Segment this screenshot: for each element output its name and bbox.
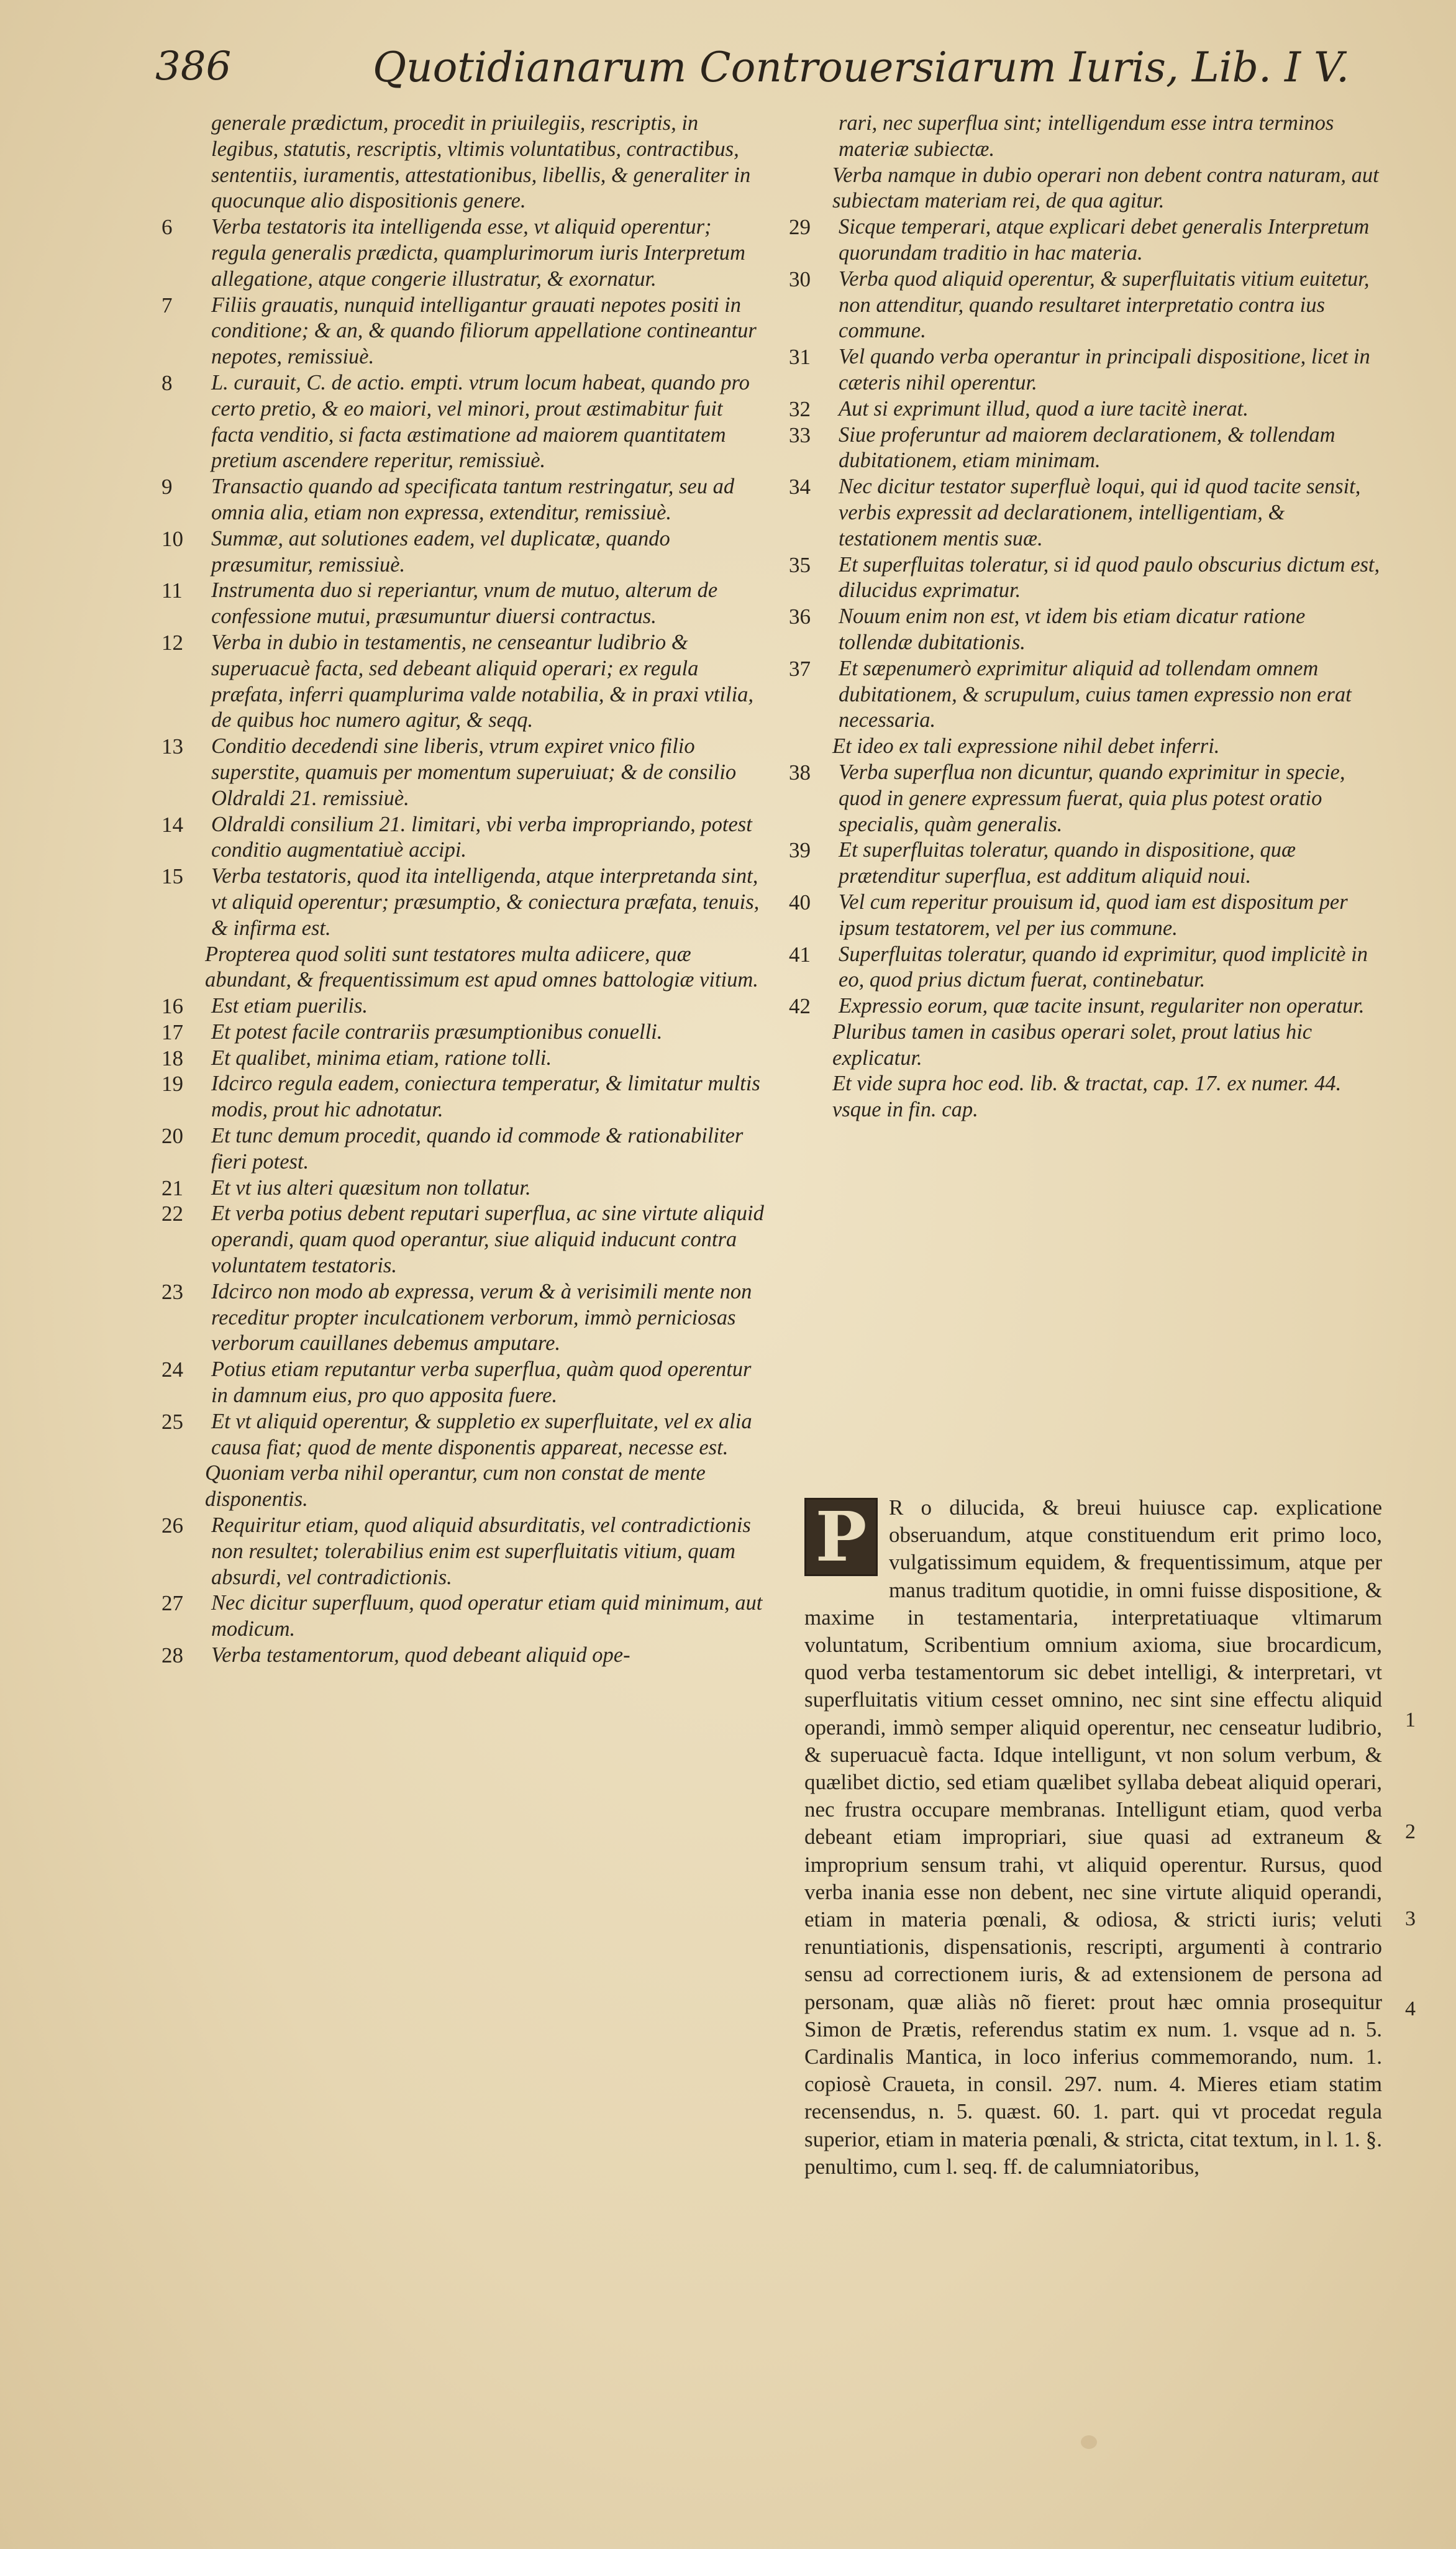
summary-entry — [162, 734, 770, 811]
entry-text: Et potest facile contrariis præsumptionibus conuelli. — [211, 1019, 663, 1044]
margin-number: 2 — [1405, 1820, 1416, 1843]
entry-number: 11 — [162, 578, 183, 603]
summary-entry — [162, 1357, 770, 1409]
summary-entry — [789, 214, 1382, 267]
running-header — [155, 39, 1350, 113]
entry-text: Verba testamentorum, quod debeant aliquid ope- — [211, 1643, 630, 1667]
entry-text: Et vt aliquid operentur, & suppletio ex superfluitate, vel ex alia causa fiat; quod de mente disponentis appareat, necesse est. — [211, 1409, 752, 1459]
entry-number: 26 — [162, 1513, 183, 1538]
entry-text: Et vt ius alteri quæsitum non tollatur. — [211, 1175, 531, 1200]
entry-text: Et verba potius debent reputari superflua, ac sine virtute aliquid operandi, quam quod operantur, siue aliquid inducunt contra voluntatem testatoris. — [211, 1202, 764, 1278]
entry-text: Instrumenta duo si reperiantur, vnum de mutuo, alterum de confessione mutui, præsumuntur diuersi contractus. — [211, 578, 718, 629]
summary-entry — [789, 344, 1382, 396]
summary-entry — [162, 578, 770, 630]
entry-text: Vel cum reperitur prouisum id, quod iam est dispositum per ipsum testatorem, vel per ius commune. — [839, 890, 1348, 940]
entry-text: Et ideo ex tali expressione nihil debet inferri. — [832, 734, 1220, 759]
summary-entry — [789, 993, 1382, 1019]
entry-number: 27 — [162, 1591, 183, 1616]
entry-number: 6 — [162, 215, 173, 240]
entry-number: 15 — [162, 864, 183, 889]
entry-text: Expressio eorum, quæ tacite insunt, regulariter non operatur. — [839, 994, 1365, 1018]
entry-text: Transactio quando ad specificata tantum restringatur, seu ad omnia alia, etiam non expressa, extenditur, remissiuè. — [211, 475, 735, 524]
entry-number: 33 — [789, 422, 811, 447]
entry-text: Et superfluitas toleratur, si id quod paulo obscurius dictum est, dilucidus exprimatur. — [839, 552, 1380, 603]
summary-entry — [162, 993, 770, 1019]
entry-text: Et sæpenumerò exprimitur aliquid ad tollendam omnem dubitationem, & scrupulum, cuius tamen expressio non erat necessaria. — [839, 656, 1352, 732]
summary-column-right — [789, 111, 1382, 1123]
summary-note — [789, 1019, 1382, 1072]
entry-number: 29 — [789, 215, 811, 240]
summary-entry — [162, 1409, 770, 1461]
entry-text: Verba superflua non dicuntur, quando exprimitur in specie, quod in genere expressum fuerat, quia plus potest oratio specialis, quàm generalis. — [839, 760, 1345, 836]
entry-text: Verba quod aliquid operentur, & superfluitatis vitium euitetur, non attenditur, quando resultaret interpretatio contra ius commune. — [839, 267, 1370, 343]
entry-number: 20 — [162, 1124, 183, 1149]
summary-entry — [789, 396, 1382, 422]
entry-number: 18 — [162, 1046, 183, 1070]
entry-number: 39 — [789, 838, 811, 863]
entry-number: 12 — [162, 630, 183, 655]
entry-text: Sicque temperari, atque explicari debet generalis Interpretum quorundam traditio in hac materia. — [839, 215, 1370, 265]
entry-number: 16 — [162, 994, 183, 1019]
entry-number: 42 — [789, 994, 811, 1019]
summary-note — [789, 163, 1382, 215]
entry-text: Et qualibet, minima etiam, ratione tolli. — [211, 1046, 552, 1070]
summary-entry — [789, 111, 1382, 163]
entry-number: 32 — [789, 396, 811, 421]
entry-number: 37 — [789, 656, 811, 681]
summary-entry — [789, 890, 1382, 942]
entry-text: Propterea quod soliti sunt testatores multa adiicere, quæ abundant, & frequentissimum est apud omnes battologiæ vitium. — [205, 942, 758, 992]
entry-text: Quoniam verba nihil operantur, cum non constat de mente disponentis. — [205, 1461, 706, 1512]
margin-number: 3 — [1405, 1907, 1416, 1930]
entry-text: Nec dicitur testator superfluè loqui, qui id quod tacite sensit, verbis expressit ad declarationem, intelligentiam, & testationem mentis suæ. — [839, 475, 1361, 550]
margin-number: 1 — [1405, 1708, 1416, 1731]
entry-number: 14 — [162, 812, 183, 837]
summary-entry — [789, 760, 1382, 837]
margin-number: 4 — [1405, 1997, 1416, 2020]
entry-text: Vel quando verba operantur in principali dispositione, licet in cæteris nihil operentur. — [839, 345, 1370, 394]
entry-number: 38 — [789, 760, 811, 785]
entry-text: Nec dicitur superfluum, quod operatur etiam quid minimum, aut modicum. — [211, 1591, 763, 1641]
entry-number: 36 — [789, 604, 811, 629]
summary-entry — [162, 1279, 770, 1357]
summary-entry — [162, 474, 770, 526]
entry-text: Filiis grauatis, nunquid intelligantur grauati nepotes positi in conditione; & an, & quando filiorum appellatione contineantur nepotes, remissiuè. — [211, 293, 757, 369]
entry-number: 23 — [162, 1279, 183, 1304]
summary-entry — [789, 942, 1382, 994]
summary-entry — [789, 422, 1382, 475]
ink-stain — [1081, 2435, 1097, 2449]
summary-entry — [162, 370, 770, 474]
entry-number: 10 — [162, 526, 183, 551]
summary-entry — [162, 293, 770, 370]
summary-entry — [162, 1201, 770, 1279]
body-paragraph: R o dilucida, & breui huiusce cap. explicatione obseruandum, atque constituendum erit primo loco, vulgatissimum equidem, & frequentissimum, atque per manus traditum quotidie, in omni fuisse dispositione, & maxime in testamentaria, interpretatiuaque vltimarum voluntatum, Scribentium omnium axioma, siue brocardicum, quod verba testamentorum sic debet intelligi, & interpretari, vt superfluitatis vitium cesset omnino, nec sint sine effectu aliquid operandi, immò semper aliquid operentur, nec censeatur ludibrio, & superuacuè facta. Idque intelligunt, vt non solum verbum, & quælibet dictio, sed etiam quælibet syllaba debeat aliquid operari, nec frustra occupare membranas. Intelligunt etiam, quod verba debeant etiam impropriari, siue quasi ad extraneum & improprium sensum trahi, vt aliquid operentur. Rursus, quod verba inania esse non debent, nec sine virtute aliquid operandi, etiam in materia pœnali, & odiosa, & stricti iuris; veluti renuntiationis, dispensationis, rescripti, argumenti à contrario sensu ad correctionem iuris, & ad extensionem de persona ad personam, quæ aliàs nõ fieret: prout hæc omnia prosequitur Simon de Prætis, referendus statim ex num. 1. vsque ad n. 5. Cardinalis Mantica, in loco inferius commemorando, num. 1. copiosè Craueta, in consil. 297. num. 4. Mieres etiam statim recensendus, n. 5. quæst. 60. 1. part. qui vt procedat regula superior, etiam in materia pœnali, & stricta, citat textum, in l. 1. §. penultimo, cum l. seq. ff. de calumniatoribus, — [804, 1495, 1382, 2179]
summary-entry — [162, 1019, 770, 1046]
entry-text: Oldraldi consilium 21. limitari, vbi verba impropriando, potest conditio augmentatiuè accipi. — [211, 812, 752, 862]
entry-text: Verba namque in dubio operari non debent contra naturam, aut subiectam materiam rei, de qua agitur. — [832, 163, 1379, 213]
entry-number: 9 — [162, 475, 173, 499]
summary-entry — [162, 111, 770, 214]
entry-text: L. curauit, C. de actio. empti. vtrum locum habeat, quando pro certo pretio, & eo maiori, vel minori, prout æstimabitur fuit facta venditio, si facta æstimatione ad maiorem quantitatem pretium ascendere reperitur, remissiuè. — [211, 370, 750, 473]
entry-number: 19 — [162, 1072, 183, 1097]
entry-text: Siue proferuntur ad maiorem declarationem, & tollendam dubitationem, etiam minimam. — [839, 422, 1335, 473]
summary-note — [789, 1071, 1382, 1123]
entry-number: 13 — [162, 734, 183, 759]
entry-text: Summæ, aut solutiones eadem, vel duplicatæ, quando præsumitur, remissiuè. — [211, 526, 670, 577]
summary-entry — [162, 812, 770, 864]
entry-number: 22 — [162, 1202, 183, 1226]
entry-text: Est etiam puerilis. — [211, 994, 368, 1018]
entry-text: Et tunc demum procedit, quando id commode & rationabiliter fieri potest. — [211, 1124, 744, 1174]
entry-text: Idcirco regula eadem, coniectura temperatur, & limitatur multis modis, prout hic adnotatur. — [211, 1072, 760, 1122]
summary-entry — [789, 552, 1382, 604]
entry-number: 41 — [789, 942, 811, 967]
summary-entry — [789, 837, 1382, 890]
entry-text: Nouum enim non est, vt idem bis etiam dicatur ratione tollendæ dubitationis. — [839, 604, 1306, 654]
entry-text: Verba testatoris, quod ita intelligenda, atque interpretanda sint, vt aliquid operentur; præsumptio, & coniectura præfata, tenuis, & infirma est. — [211, 864, 760, 940]
main-body-text — [804, 1494, 1382, 2181]
summary-entry — [162, 1643, 770, 1669]
summary-entry — [162, 864, 770, 941]
entry-number: 30 — [789, 267, 811, 291]
summary-column-left — [162, 111, 770, 1669]
summary-note — [789, 734, 1382, 760]
summary-entry — [162, 1071, 770, 1123]
summary-entry — [789, 604, 1382, 656]
entry-number: 34 — [789, 475, 811, 499]
entry-number: 24 — [162, 1357, 183, 1382]
entry-text: Verba in dubio in testamentis, ne censeantur ludibrio & superuacuè facta, sed debeant aliquid operari; ex regula præfata, inferri quamplurima valde notabilia, & in praxi vtilia, de quibus hoc numero agitur, & seqq. — [211, 630, 754, 732]
entry-text: Et vide supra hoc eod. lib. & tractat, cap. 17. ex numer. 44. vsque in fin. cap. — [832, 1072, 1342, 1122]
summary-entry — [162, 1590, 770, 1643]
entry-text: Conditio decedendi sine liberis, vtrum expiret vnico filio superstite, quamuis per momentum superuiuat; & de consilio Oldraldi 21. remissiuè. — [211, 734, 737, 810]
summary-entry — [789, 267, 1382, 344]
entry-text: Idcirco non modo ab expressa, verum & à verisimili mente non receditur propter inculcationem verborum, immò perniciosas verborum cauillanes debemus amputare. — [211, 1279, 752, 1356]
entry-number: 21 — [162, 1175, 183, 1200]
entry-number: 8 — [162, 370, 173, 395]
entry-text: Aut si exprimunt illud, quod a iure tacitè inerat. — [839, 396, 1249, 421]
summary-entry — [789, 656, 1382, 734]
entry-text: Requiritur etiam, quod aliquid absurditatis, vel contradictionis non resultet; tolerabilius enim est superfluitatis vitium, quam absurdi, vel contradictionis. — [211, 1513, 751, 1589]
running-title: Quotidianarum Controuersiarum Iuris, Lib. I V. — [373, 43, 1350, 91]
entry-number: 35 — [789, 552, 811, 577]
summary-entry — [162, 1175, 770, 1202]
summary-entry — [162, 630, 770, 734]
entry-text: Potius etiam reputantur verba superflua, quàm quod operentur in damnum eius, pro quo apposita fuere. — [211, 1357, 752, 1408]
summary-entry — [789, 474, 1382, 552]
entry-number: 40 — [789, 890, 811, 914]
summary-entry — [162, 1046, 770, 1072]
entry-number: 31 — [789, 345, 811, 370]
entry-number: 28 — [162, 1643, 183, 1668]
summary-entry — [162, 214, 770, 292]
entry-text: Pluribus tamen in casibus operari solet, prout latius hic explicatur. — [832, 1019, 1313, 1070]
summary-entry — [162, 1123, 770, 1175]
summary-note — [162, 942, 770, 994]
decorated-initial: P — [804, 1498, 878, 1576]
entry-text: Verba testatoris ita intelligenda esse, vt aliquid operentur; regula generalis prædicta, quamplurimorum iuris Interpretum allegatione, atque congerie illustratur, & exornatur. — [211, 215, 745, 291]
entry-text: generale prædictum, procedit in priuilegiis, rescriptis, in legibus, statutis, rescriptis, vltimis voluntatibus, contractibus, sententiis, iuramentis, attestationibus, libellis, & generaliter in quocunque alio dispositionis genere. — [211, 111, 751, 213]
entry-number: 25 — [162, 1409, 183, 1434]
entry-text: rari, nec superflua sint; intelligendum esse intra terminos materiæ subiectæ. — [839, 111, 1334, 161]
summary-note — [162, 1461, 770, 1513]
summary-entry — [162, 526, 770, 578]
entry-number: 17 — [162, 1019, 183, 1044]
page-number: 386 — [155, 43, 232, 89]
entry-text: Et superfluitas toleratur, quando in dispositione, quæ prætenditur superflua, est additum aliquid noui. — [839, 838, 1296, 888]
entry-text: Superfluitas toleratur, quando id exprimitur, quod implicitè in eo, quod prius dictum fuerat, continebatur. — [839, 942, 1368, 992]
entry-number: 7 — [162, 293, 173, 317]
summary-entry — [162, 1513, 770, 1590]
